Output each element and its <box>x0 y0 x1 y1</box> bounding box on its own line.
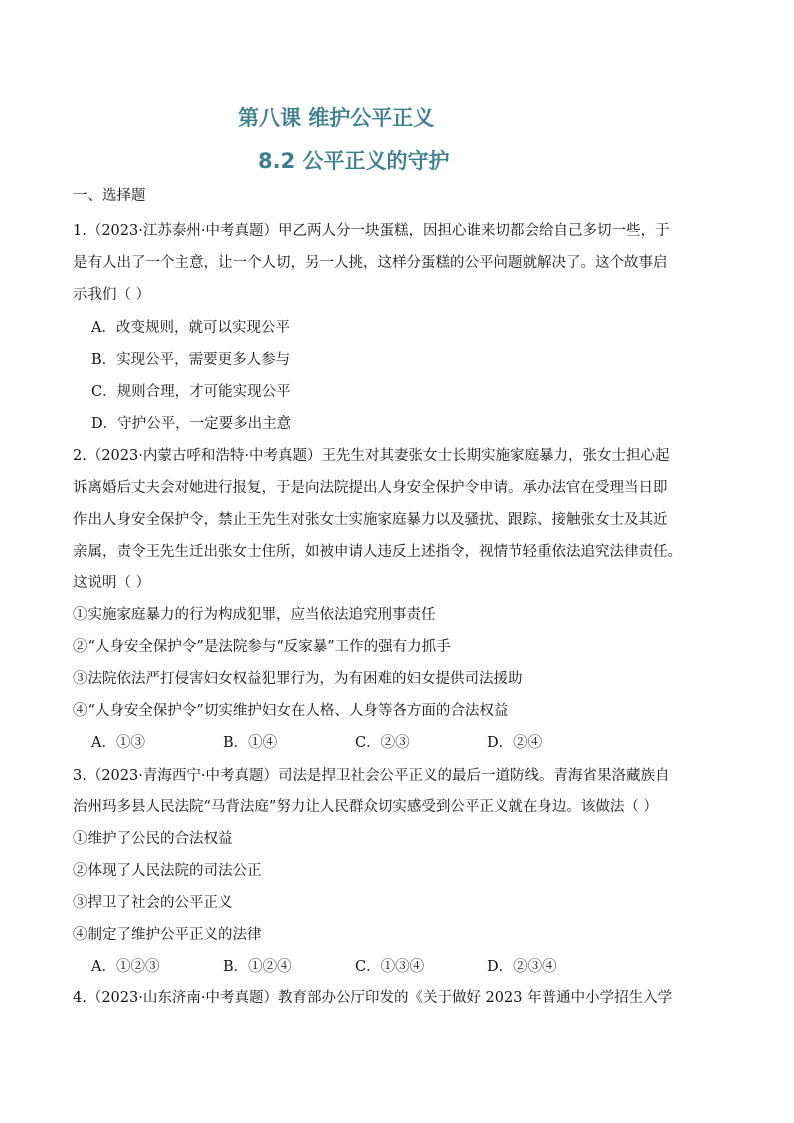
question-2-options <box>91 733 619 753</box>
question-2-stem-line: 诉离婚后丈夫会对她进行报复，于是向法院提出人身安全保护令申请。承办法官在受理当日即 <box>73 480 668 496</box>
question-3-options <box>91 957 619 977</box>
question-3-statement-3: ③捍卫了社会的公平正义 <box>73 895 233 911</box>
question-2-stem-line: 亲属，责令王先生迁出张女士住所，如被申请人违反上述指令，视情节轻重依法追究法律责任。 <box>73 544 682 560</box>
question-2-option-c: C．②③ <box>355 735 410 751</box>
question-2-stem-line: 2.（2023·内蒙古呼和浩特·中考真题）王先生对其妻张女士长期实施家庭暴力，张女士担心起 <box>73 448 670 464</box>
question-2-option-a: A．①③ <box>91 735 145 751</box>
question-3-option-c: C．①③④ <box>355 959 425 975</box>
question-3-stem-line: 3.（2023·青海西宁·中考真题）司法是捍卫社会公平正义的最后一道防线。青海省果洛藏族自 <box>73 768 670 784</box>
question-1-stem-line: 是有人出了一个主意，让一个人切，另一人挑，这样分蛋糕的公平问题就解决了。这个故事启 <box>73 255 668 271</box>
question-1-option-b: B．实现公平，需要更多人参与 <box>91 352 291 368</box>
question-2-statement-2: ②“人身安全保护令”是法院参与“反家暴”工作的强有力抓手 <box>73 639 451 655</box>
lesson-title: 第八课 维护公平正义 <box>238 106 435 130</box>
question-2-option-d: D．②④ <box>487 735 543 751</box>
question-1-option-c: C．规则合理，才可能实现公平 <box>91 384 291 400</box>
question-1-stem-line: 示我们（ ） <box>73 287 151 303</box>
question-3-option-a: A．①②③ <box>91 959 160 975</box>
section-title: 8.2 公平正义的守护 <box>258 149 450 173</box>
question-2-stem-line: 这说明（ ） <box>73 575 151 591</box>
question-1-stem-line: 1.（2023·江苏泰州·中考真题）甲乙两人分一块蛋糕，因担心谁来切都会给自己多切一些，于 <box>73 223 670 239</box>
question-3-statement-2: ②体现了人民法院的司法公正 <box>73 863 262 879</box>
question-3-option-b: B．①②④ <box>223 959 292 975</box>
question-3-statement-1: ①维护了公民的合法权益 <box>73 831 233 847</box>
question-3-option-d: D．②③④ <box>487 959 557 975</box>
question-3-statement-4: ④制定了维护公平正义的法律 <box>73 927 262 943</box>
question-2-statement-3: ③法院依法严打侵害妇女权益犯罪行为，为有困难的妇女提供司法援助 <box>73 671 523 687</box>
section-heading: 一、选择题 <box>73 188 146 204</box>
question-2-option-b: B．①④ <box>223 735 278 751</box>
question-4-stem-line: 4.（2023·山东济南·中考真题）教育部办公厅印发的《关于做好 2023 年普通中小学招生入学 <box>73 990 673 1006</box>
question-3-stem-line: 治州玛多县人民法院“马背法庭”努力让人民群众切实感受到公平正义就在身边。该做法（ ） <box>73 799 658 815</box>
question-2-stem-line: 作出人身安全保护令，禁止王先生对张女士实施家庭暴力以及骚扰、跟踪、接触张女士及其近 <box>73 512 668 528</box>
question-1-option-d: D．守护公平，一定要多出主意 <box>91 416 292 432</box>
question-2-statement-4: ④“人身安全保护令”切实维护妇女在人格、人身等各方面的合法权益 <box>73 703 509 719</box>
question-1-option-a: A．改变规则，就可以实现公平 <box>91 320 290 336</box>
question-2-statement-1: ①实施家庭暴力的行为构成犯罪，应当依法追究刑事责任 <box>73 607 436 623</box>
